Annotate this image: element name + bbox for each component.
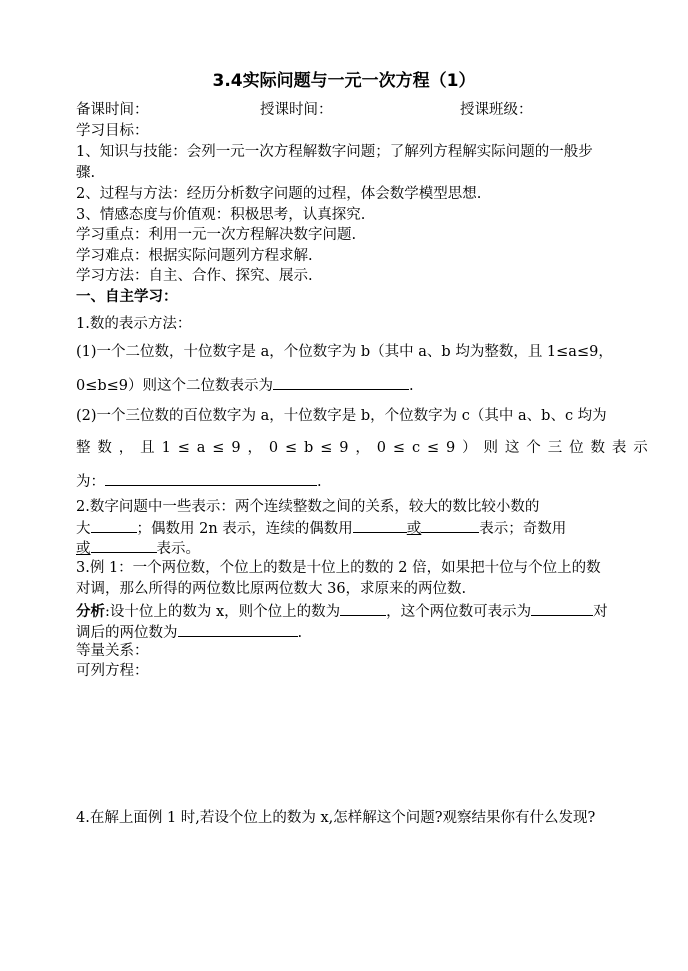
q1-heading: 1.数的表示方法： bbox=[76, 316, 192, 332]
answer-blank[interactable] bbox=[353, 517, 407, 533]
q1-2-word: 9 bbox=[446, 440, 456, 456]
answer-blank[interactable] bbox=[105, 470, 317, 486]
q1-2-word: 示 bbox=[633, 440, 648, 456]
difficulty: 学习难点：根据实际问题列方程求解. bbox=[76, 248, 313, 264]
q3-line1: 3.例 1：一个两位数，个位上的数是十位上的数的 2 倍，如果把十位与个位上的数 bbox=[76, 560, 601, 576]
answer-blank[interactable] bbox=[273, 374, 409, 390]
q1-2-word: c bbox=[411, 440, 421, 456]
q1-2-word: 表 bbox=[611, 440, 627, 456]
method: 学习方法：自主、合作、探究、展示. bbox=[76, 268, 313, 284]
analysis-text-1: :设十位上的数为 x，则个位上的数为 bbox=[105, 604, 341, 620]
q1-2-word: ≤ bbox=[320, 440, 333, 456]
analysis-text-4: 调后的两位数为 bbox=[76, 625, 178, 641]
q2-text-1: 大 bbox=[76, 521, 91, 537]
objective-3: 3、情感态度与价值观：积极思考，认真探究. bbox=[76, 207, 366, 223]
q1-2-word: ≤ bbox=[426, 440, 440, 456]
equal-relation-label: 等量关系： bbox=[76, 643, 149, 659]
q1-2-word: 整 bbox=[76, 440, 91, 456]
q1-2-word: ， bbox=[247, 440, 262, 456]
q2-text-5: 或 bbox=[76, 541, 91, 557]
q1-2-word: ） bbox=[462, 440, 477, 456]
objective-1-line1: 1、知识与技能：会列一元一次方程解数字问题；了解列方程解实际问题的一般步 bbox=[76, 144, 593, 160]
objectives-heading: 学习目标： bbox=[76, 123, 149, 139]
q1-2-text: 为： bbox=[76, 474, 105, 490]
answer-blank[interactable] bbox=[531, 600, 593, 616]
q4: 4.在解上面例 1 时,若设个位上的数为 x,怎样解这个问题?观察结果你有什么发现? bbox=[76, 810, 596, 826]
objective-2: 2、过程与方法：经历分析数字问题的过程，体会数学模型思想. bbox=[76, 186, 482, 202]
answer-blank[interactable] bbox=[91, 537, 157, 553]
equation-label: 可列方程： bbox=[76, 663, 149, 679]
page-title: 3.4实际问题与一元一次方程（1） bbox=[212, 71, 476, 91]
q1-2-word: 位 bbox=[569, 440, 584, 456]
teach-class-label: 授课班级： bbox=[460, 102, 533, 118]
q1-2-word: b bbox=[304, 440, 314, 456]
period: . bbox=[409, 378, 414, 394]
q1-1-text: 0≤b≤9）则这个二位数表示为 bbox=[76, 378, 274, 394]
q1-2-word: ≤ bbox=[177, 440, 190, 456]
teach-time-label: 授课时间： bbox=[260, 102, 333, 118]
answer-blank[interactable] bbox=[340, 600, 386, 616]
analysis-text-2: ，这个两位数可表示为 bbox=[386, 604, 532, 620]
q2-text-6: 表示。 bbox=[156, 541, 200, 557]
q1-2-word: 数 bbox=[590, 440, 605, 456]
q1-2-word: a bbox=[196, 440, 206, 456]
analysis-label: 分析 bbox=[76, 604, 105, 620]
q1-2-line1: (2)一个三位数的百位数字为 a，十位数字是 b，个位数字为 c（其中 a、b、c 均为 bbox=[76, 408, 607, 424]
q2-line2 bbox=[76, 517, 566, 539]
q1-2-line2 bbox=[76, 438, 648, 458]
q1-2-word: 个 bbox=[526, 440, 541, 456]
q1-2-word: 1 bbox=[161, 440, 171, 456]
q2-text-3: 或 bbox=[406, 521, 422, 537]
q1-2-word: 且 bbox=[140, 440, 155, 456]
answer-blank[interactable] bbox=[178, 621, 298, 637]
q2-text-4: 表示；奇数用 bbox=[479, 521, 567, 537]
period: . bbox=[317, 474, 322, 490]
q1-2-word: ， bbox=[355, 440, 370, 456]
q1-2-word: 9 bbox=[231, 440, 241, 456]
q1-1-line1: (1)一个二位数，十位数字是 a，个位数字为 b（其中 a、b 均为整数，且 1≤a≤9， bbox=[76, 344, 613, 360]
q2-line3 bbox=[76, 537, 200, 559]
q1-2-word: 0 bbox=[268, 440, 279, 456]
q1-2-line3 bbox=[76, 470, 322, 492]
q1-2-word: ， bbox=[118, 440, 134, 456]
q1-2-word: 数 bbox=[97, 440, 112, 456]
objective-1-line2: 骤. bbox=[76, 165, 96, 181]
key-point: 学习重点：利用一元一次方程解决数字问题. bbox=[76, 227, 357, 243]
answer-blank[interactable] bbox=[91, 517, 137, 533]
section-heading: 一、自主学习： bbox=[76, 289, 178, 305]
q2-line1: 2.数字问题中一些表示：两个连续整数之间的关系，较大的数比较小数的 bbox=[76, 499, 540, 515]
q1-2-word: 则 bbox=[483, 440, 499, 456]
analysis-line2 bbox=[76, 621, 302, 643]
header-row bbox=[76, 100, 636, 120]
analysis-text-5: . bbox=[297, 625, 303, 641]
q3-line2: 对调，那么所得的两位数比原两位数大 36，求原来的两位数. bbox=[76, 581, 467, 597]
q1-2-word: 这 bbox=[504, 440, 520, 456]
analysis-text-3: 对 bbox=[593, 604, 608, 620]
q1-2-word: ≤ bbox=[212, 440, 225, 456]
q1-2-word: 三 bbox=[547, 440, 563, 456]
analysis-line1 bbox=[76, 600, 608, 622]
q1-2-word: 0 bbox=[376, 440, 386, 456]
q1-2-word: ≤ bbox=[284, 440, 298, 456]
q1-2-word: 9 bbox=[339, 440, 349, 456]
q1-2-word: ≤ bbox=[392, 440, 406, 456]
q2-text-2: ；偶数用 2n 表示，连续的偶数用 bbox=[136, 521, 353, 537]
prep-time-label: 备课时间： bbox=[76, 102, 149, 118]
answer-blank[interactable] bbox=[421, 517, 479, 533]
q1-1-line2 bbox=[76, 374, 414, 396]
